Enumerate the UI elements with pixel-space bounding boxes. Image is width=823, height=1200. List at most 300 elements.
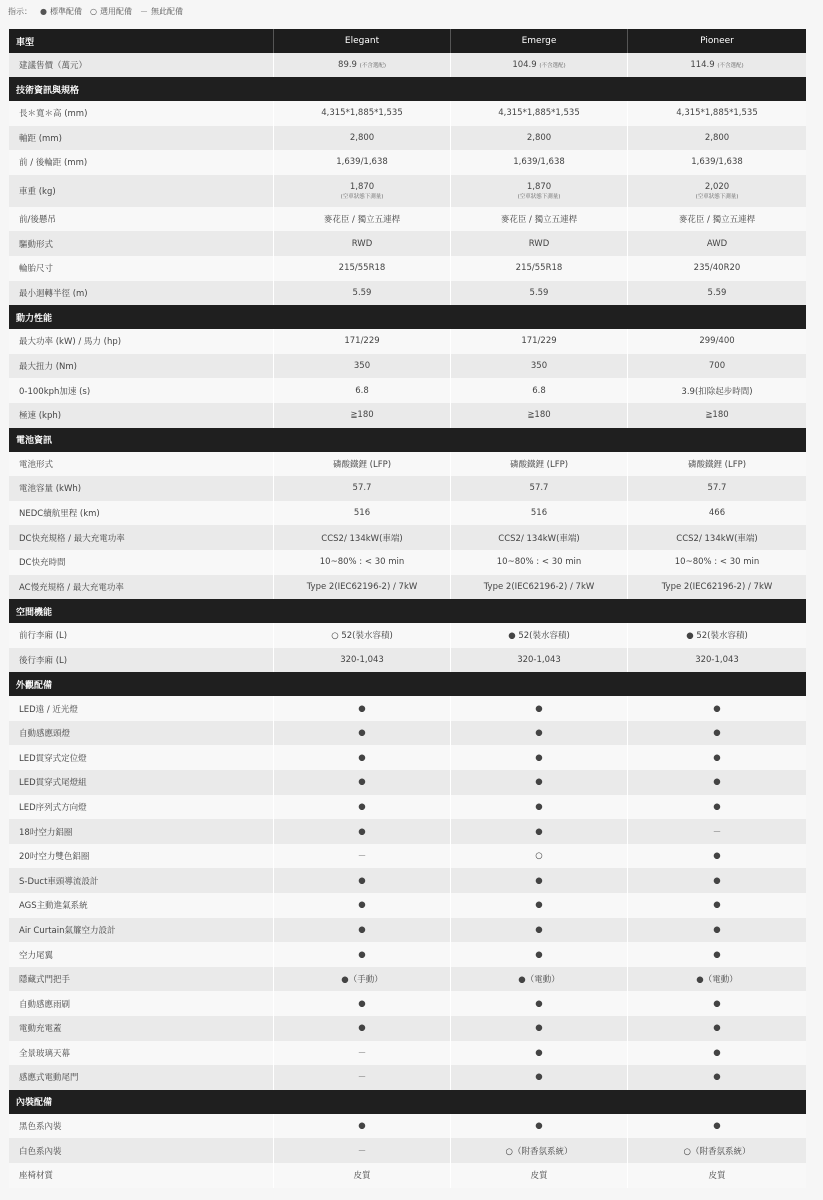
table-row [9, 819, 806, 844]
row-label: DC快充時間 [9, 550, 274, 575]
value-cell [628, 991, 806, 1016]
cell-value: ● [713, 998, 721, 1009]
value-cell [274, 1163, 451, 1188]
cell-value: － [357, 852, 367, 863]
value-cell [451, 1163, 628, 1188]
cell-value: ●（電動） [518, 975, 560, 986]
value-cell [274, 575, 451, 600]
cell-value: ● [535, 777, 543, 788]
legend-item-optional [90, 6, 132, 17]
value-cell [274, 991, 451, 1016]
cell-value: ● [713, 851, 721, 862]
cell-value: ● [358, 728, 366, 739]
section-rows [9, 452, 806, 600]
value-cell [451, 795, 628, 820]
table-row [9, 991, 806, 1016]
value-cell [274, 893, 451, 918]
cell-value: ≧180 [350, 410, 374, 421]
cell-value: ● [535, 1023, 543, 1034]
value-cell [628, 1163, 806, 1188]
cell-value: 1,639/1,638 [336, 157, 388, 168]
row-label: AGS主動進氣系統 [9, 893, 274, 918]
value-cell [274, 231, 451, 256]
cell-value: ● [713, 924, 721, 935]
row-label: 前行李廂 (L) [9, 623, 274, 648]
value-cell [451, 893, 628, 918]
value-cell [451, 844, 628, 869]
price-cell [628, 53, 806, 77]
value-cell [451, 819, 628, 844]
value-cell [274, 101, 451, 126]
cell-value: ● [713, 1072, 721, 1083]
cell-value: ● [535, 801, 543, 812]
value-cell [274, 550, 451, 575]
table-row [9, 354, 806, 379]
cell-value: ○（附香氛系統） [505, 1146, 573, 1157]
price-row [9, 53, 806, 77]
cell-note: (空車狀態下測量) [695, 193, 739, 200]
cell-value: 700 [708, 361, 726, 372]
header-label: 車型 [9, 29, 274, 53]
table-row [9, 281, 806, 306]
price-cell [274, 53, 451, 77]
cell-value: 10~80% : < 30 min [319, 557, 405, 568]
row-label: 最小迴轉半徑 (m) [9, 281, 274, 306]
table-row [9, 795, 806, 820]
row-label: 最大功率 (kW) / 馬力 (hp) [9, 329, 274, 354]
value-cell [628, 745, 806, 770]
row-label: 18吋空力鋁圈 [9, 819, 274, 844]
row-label: 最大扭力 (Nm) [9, 354, 274, 379]
section-rows [9, 329, 806, 427]
value-cell [628, 378, 806, 403]
row-label: 後行李廂 (L) [9, 648, 274, 673]
row-label: 空力尾翼 [9, 942, 274, 967]
model-elegant: Elegant [274, 29, 451, 53]
cell-value: ● [358, 1121, 366, 1132]
table-row [9, 101, 806, 126]
value-cell [274, 1138, 451, 1163]
cell-value: 1,639/1,638 [691, 157, 743, 168]
cell-value: ● [358, 875, 366, 886]
value-cell [628, 1065, 806, 1090]
cell-value: ● [713, 801, 721, 812]
value-cell [451, 991, 628, 1016]
legend-text: 無此配備 [150, 6, 183, 16]
section-rows [9, 623, 806, 672]
value-cell [628, 770, 806, 795]
cell-value: 350 [530, 361, 548, 372]
cell-value: 320-1,043 [517, 654, 561, 665]
row-label: 隱藏式門把手 [9, 967, 274, 992]
section-header: 空間機能 [9, 599, 806, 623]
value-cell [451, 354, 628, 379]
value-cell [274, 745, 451, 770]
table-row [9, 403, 806, 428]
value-cell [628, 256, 806, 281]
cell-value: ● [535, 1047, 543, 1058]
cell-value: Type 2(IEC62196-2) / 7kW [661, 581, 773, 592]
section-header: 電池資訊 [9, 428, 806, 452]
value-cell [274, 696, 451, 721]
row-label: AC慢充規格 / 最大充電功率 [9, 575, 274, 600]
cell-value: ● [535, 924, 543, 935]
cell-value: ● [535, 998, 543, 1009]
value-cell [451, 329, 628, 354]
row-label: LED貫穿式尾燈組 [9, 770, 274, 795]
value-cell [451, 550, 628, 575]
cell-value: 5.59 [529, 287, 549, 298]
cell-value: 10~80% : < 30 min [496, 557, 582, 568]
cell-value: ● [358, 1023, 366, 1034]
row-label: 電池容量 (kWh) [9, 476, 274, 501]
value-cell [274, 501, 451, 526]
cell-value: 麥花臣 / 獨立五連桿 [323, 215, 401, 226]
value-cell [628, 942, 806, 967]
cell-value: ● [713, 703, 721, 714]
table-row [9, 1041, 806, 1066]
cell-value: ● [713, 1047, 721, 1058]
table-row [9, 745, 806, 770]
cell-value: AWD [706, 238, 728, 249]
value-cell [628, 354, 806, 379]
cell-value: ≧180 [527, 410, 551, 421]
table-row [9, 207, 806, 232]
value-cell [451, 231, 628, 256]
cell-value: － [357, 1048, 367, 1059]
value-cell [451, 1041, 628, 1066]
section-header: 動力性能 [9, 305, 806, 329]
table-row [9, 329, 806, 354]
table-row [9, 648, 806, 673]
row-label: 電動充電蓋 [9, 1016, 274, 1041]
section-header: 外觀配備 [9, 672, 806, 696]
value-cell [274, 329, 451, 354]
table-row [9, 231, 806, 256]
price-value: 104.9 [512, 60, 537, 70]
cell-value: CCS2/ 134kW(車端) [498, 533, 580, 544]
value-cell [628, 281, 806, 306]
value-cell [274, 126, 451, 151]
cell-value: 麥花臣 / 獨立五連桿 [678, 215, 756, 226]
value-cell [274, 623, 451, 648]
cell-value: ● [535, 752, 543, 763]
value-cell [451, 126, 628, 151]
table-row [9, 967, 806, 992]
value-cell [274, 207, 451, 232]
cell-value: ● 52(裝水容積) [686, 631, 748, 642]
value-cell [451, 281, 628, 306]
value-cell [451, 452, 628, 477]
value-cell [451, 256, 628, 281]
row-label: 座椅材質 [9, 1163, 274, 1188]
cell-value: 171/229 [521, 336, 557, 347]
cell-value: ● [713, 1121, 721, 1132]
cell-value: 215/55R18 [515, 263, 563, 274]
cell-value: 299/400 [699, 336, 735, 347]
price-note: (不含選配) [717, 63, 744, 69]
cell-value: ● [713, 777, 721, 788]
value-cell [274, 868, 451, 893]
value-cell [628, 1138, 806, 1163]
cell-value: 215/55R18 [338, 263, 386, 274]
cell-value: 4,315*1,885*1,535 [498, 108, 580, 119]
cell-value: ● [358, 900, 366, 911]
table-row [9, 918, 806, 943]
value-cell [274, 942, 451, 967]
cell-value: ○ [535, 851, 543, 862]
row-label: 輪胎尺寸 [9, 256, 274, 281]
table-row [9, 1114, 806, 1139]
row-label: 驅動形式 [9, 231, 274, 256]
value-cell [628, 525, 806, 550]
table-row [9, 378, 806, 403]
table-row [9, 1138, 806, 1163]
value-cell [274, 403, 451, 428]
cell-value: 57.7 [707, 483, 727, 494]
value-cell [628, 575, 806, 600]
value-cell [451, 967, 628, 992]
value-cell [451, 696, 628, 721]
cell-value: ○ 52(裝水容積) [331, 631, 393, 642]
cell-value: ● [713, 752, 721, 763]
price-value: 114.9 [690, 60, 715, 70]
table-row [9, 844, 806, 869]
cell-value: ● 52(裝水容積) [508, 631, 570, 642]
cell-value: ○（附香氛系統） [683, 1146, 751, 1157]
cell-value: 5.59 [352, 287, 372, 298]
value-cell [451, 175, 628, 207]
value-cell [274, 378, 451, 403]
cell-value: 235/40R20 [693, 263, 741, 274]
value-cell [628, 403, 806, 428]
spec-table [9, 29, 806, 1188]
cell-value: ● [535, 900, 543, 911]
cell-value: 2,020 [704, 181, 730, 192]
table-row [9, 942, 806, 967]
cell-value: ●（手動） [341, 975, 383, 986]
cell-value: 1,870 [349, 181, 375, 192]
value-cell [628, 967, 806, 992]
row-label: 自動感應雨刷 [9, 991, 274, 1016]
value-cell [628, 175, 806, 207]
cell-value: RWD [528, 238, 550, 249]
table-row [9, 150, 806, 175]
cell-value: ● [358, 924, 366, 935]
section-rows [9, 696, 806, 1090]
table-row [9, 476, 806, 501]
cell-value: ● [713, 1023, 721, 1034]
row-label: LED貫穿式定位燈 [9, 745, 274, 770]
section-rows [9, 101, 806, 305]
value-cell [451, 525, 628, 550]
row-label: NEDC續航里程 (km) [9, 501, 274, 526]
table-header [9, 29, 806, 53]
table-row [9, 1065, 806, 1090]
cell-value: ● [358, 826, 366, 837]
value-cell [628, 501, 806, 526]
row-label: 前/後懸吊 [9, 207, 274, 232]
row-label: 車重 (kg) [9, 175, 274, 207]
value-cell [274, 175, 451, 207]
cell-value: 磷酸鐵鋰 (LFP) [687, 459, 747, 470]
value-cell [628, 329, 806, 354]
value-cell [628, 550, 806, 575]
row-label: 前 / 後輪距 (mm) [9, 150, 274, 175]
cell-value: 磷酸鐵鋰 (LFP) [332, 459, 392, 470]
value-cell [274, 918, 451, 943]
table-row [9, 126, 806, 151]
cell-value: ≧180 [705, 410, 729, 421]
value-cell [451, 868, 628, 893]
value-cell [274, 525, 451, 550]
model-pioneer: Pioneer [700, 36, 734, 46]
cell-value: 麥花臣 / 獨立五連桿 [500, 215, 578, 226]
cell-value: 4,315*1,885*1,535 [676, 108, 758, 119]
value-cell [274, 1114, 451, 1139]
cell-value: ● [535, 875, 543, 886]
legend-item-none [140, 6, 183, 17]
cell-value: 磷酸鐵鋰 (LFP) [509, 459, 569, 470]
legend-symbol: － [139, 6, 148, 16]
value-cell [628, 1016, 806, 1041]
cell-note: (空車狀態下測量) [517, 193, 561, 200]
cell-value: 2,800 [704, 132, 730, 143]
value-cell [451, 770, 628, 795]
cell-value: 466 [708, 508, 726, 519]
value-cell [274, 795, 451, 820]
row-label: 0-100kph加速 (s) [9, 378, 274, 403]
row-label: 自動感應頭燈 [9, 721, 274, 746]
row-label: LED遠 / 近光燈 [9, 696, 274, 721]
price-note: (不含選配) [539, 63, 566, 69]
cell-value: ● [358, 998, 366, 1009]
cell-value: 5.59 [707, 287, 727, 298]
cell-note: (空車狀態下測量) [340, 193, 384, 200]
cell-value: ● [358, 801, 366, 812]
cell-value: 6.8 [532, 385, 546, 396]
value-cell [274, 281, 451, 306]
value-cell [628, 207, 806, 232]
value-cell [451, 150, 628, 175]
price-cell [451, 53, 628, 77]
cell-value: 57.7 [529, 483, 549, 494]
value-cell [628, 126, 806, 151]
sections-container [9, 77, 806, 1188]
cell-value: ● [358, 777, 366, 788]
value-cell [628, 623, 806, 648]
value-cell [628, 696, 806, 721]
cell-value: ● [358, 703, 366, 714]
table-row [9, 770, 806, 795]
table-row [9, 256, 806, 281]
value-cell [628, 893, 806, 918]
row-label: 軸距 (mm) [9, 126, 274, 151]
row-label: 感應式電動尾門 [9, 1065, 274, 1090]
cell-value: 6.8 [355, 385, 369, 396]
cell-value: ● [535, 826, 543, 837]
table-row [9, 893, 806, 918]
value-cell [628, 452, 806, 477]
row-label: 極速 (kph) [9, 403, 274, 428]
cell-value: Type 2(IEC62196-2) / 7kW [483, 581, 595, 592]
table-row [9, 1163, 806, 1188]
row-label: DC快充規格 / 最大充電功率 [9, 525, 274, 550]
table-row [9, 452, 806, 477]
row-label: Air Curtain氣簾空力設計 [9, 918, 274, 943]
value-cell [628, 1114, 806, 1139]
cell-value: ● [535, 703, 543, 714]
row-label: 黑色系內裝 [9, 1114, 274, 1139]
table-row [9, 525, 806, 550]
value-cell [451, 648, 628, 673]
cell-value: 516 [353, 508, 371, 519]
value-cell [451, 1114, 628, 1139]
table-row [9, 696, 806, 721]
value-cell [274, 819, 451, 844]
value-cell [451, 1065, 628, 1090]
value-cell [628, 868, 806, 893]
value-cell [628, 795, 806, 820]
value-cell [451, 918, 628, 943]
value-cell [451, 942, 628, 967]
value-cell [274, 476, 451, 501]
table-row [9, 623, 806, 648]
cell-value: － [357, 1073, 367, 1084]
legend-text: 標準配備 [49, 6, 82, 16]
cell-value: ● [713, 728, 721, 739]
value-cell [628, 231, 806, 256]
row-label: LED序列式方向燈 [9, 795, 274, 820]
row-label: 建議售價（萬元） [9, 53, 274, 77]
legend [8, 4, 183, 18]
cell-value: 57.7 [352, 483, 372, 494]
row-label: 長＊寬＊高 (mm) [9, 101, 274, 126]
value-cell [451, 378, 628, 403]
value-cell [274, 1041, 451, 1066]
value-cell [274, 354, 451, 379]
table-row [9, 501, 806, 526]
cell-value: ● [713, 900, 721, 911]
value-cell [274, 1065, 451, 1090]
value-cell [274, 844, 451, 869]
value-cell [274, 150, 451, 175]
cell-value: ● [535, 949, 543, 960]
value-cell [274, 256, 451, 281]
cell-value: ● [535, 728, 543, 739]
section-header: 內裝配備 [9, 1090, 806, 1114]
cell-value: 4,315*1,885*1,535 [321, 108, 403, 119]
cell-value: CCS2/ 134kW(車端) [676, 533, 758, 544]
cell-value: 3.9(扣除起步時間) [681, 386, 753, 397]
table-row [9, 175, 806, 207]
value-cell [451, 476, 628, 501]
cell-value: 2,800 [526, 132, 552, 143]
cell-value: ●（電動） [696, 975, 738, 986]
cell-value: － [357, 1146, 367, 1157]
price-value: 89.9 [338, 60, 357, 70]
cell-value: ● [713, 875, 721, 886]
value-cell [451, 1016, 628, 1041]
cell-value: ● [535, 1121, 543, 1132]
value-cell [274, 452, 451, 477]
value-cell [451, 575, 628, 600]
cell-value: 350 [353, 361, 371, 372]
cell-value: － [712, 827, 722, 838]
cell-value: Type 2(IEC62196-2) / 7kW [306, 581, 418, 592]
cell-value: 1,639/1,638 [513, 157, 565, 168]
legend-label: 指示： [8, 6, 32, 16]
